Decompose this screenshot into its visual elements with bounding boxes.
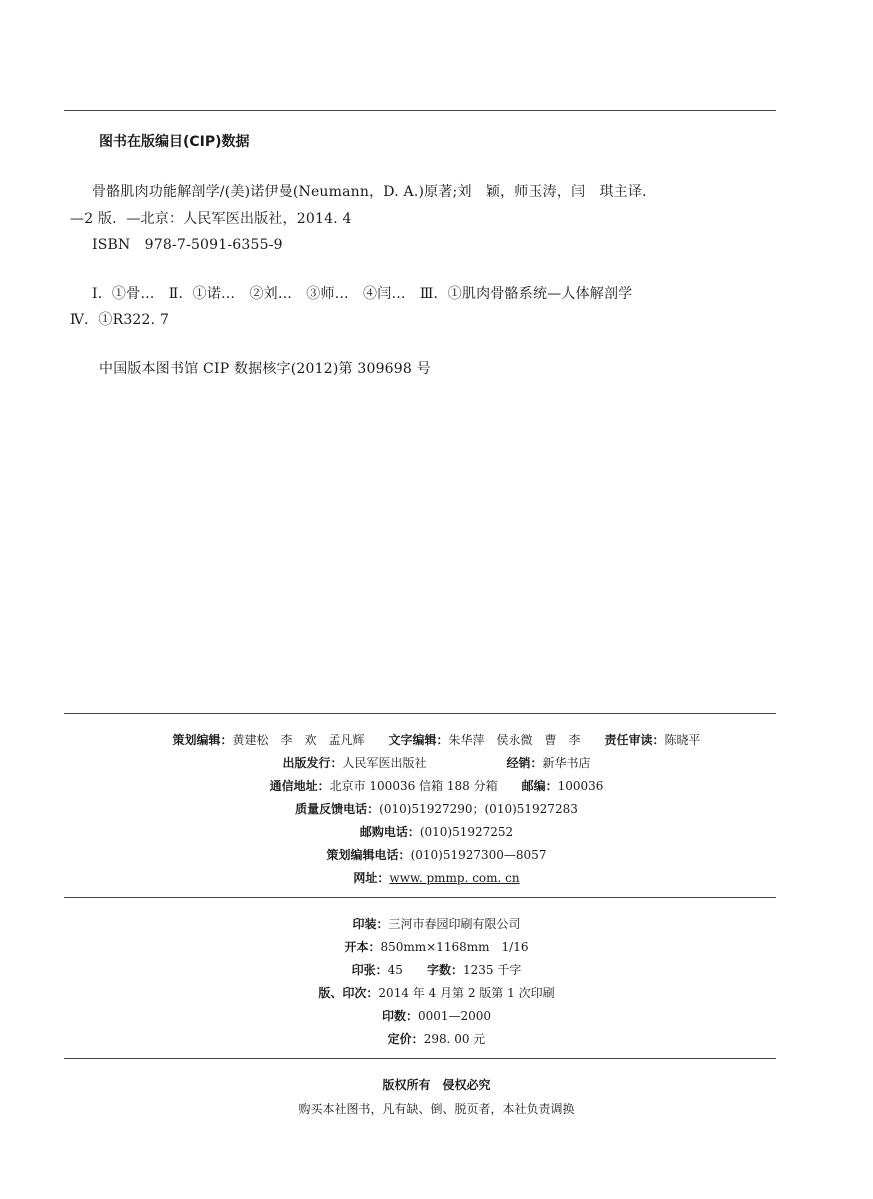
mailorder-value: (010)51927252	[419, 825, 514, 839]
footer-top-rule	[64, 1058, 776, 1059]
cip-line-1: 骨骼肌肉功能解剖学/(美)诺伊曼(Neumann，D. A.)原著;刘 颖，师玉涛，闫 琪主译．	[92, 184, 657, 200]
exchange-notice: 购买本社图书，凡有缺、倒、脱页者，本社负责调换	[298, 1102, 575, 1116]
cip-line-2: —2 版．—北京：人民军医出版社，2014. 4	[70, 211, 352, 227]
distributor-value: 新华书店	[542, 756, 591, 770]
words-value: 1235 千字	[462, 963, 522, 977]
publisher-value: 人民军医出版社	[342, 756, 427, 770]
text-editor-value: 朱华萍 侯永微 曹 李	[448, 733, 581, 747]
cip-isbn: ISBN 978-7-5091-6355-9	[92, 237, 283, 253]
mailorder-label: 邮购电话：	[359, 825, 420, 839]
print-printer-row	[0, 915, 873, 932]
cip-classification-2: Ⅳ．①R322. 7	[70, 312, 170, 328]
credits-editors-row	[0, 731, 873, 748]
publisher-label: 出版发行：	[282, 756, 343, 770]
cip-classification-1: Ⅰ．①骨… Ⅱ．①诺… ②刘… ③师… ④闫… Ⅲ．①肌肉骨骼系统—人体解剖学	[92, 286, 633, 302]
distributor-label: 经销：	[506, 756, 543, 770]
text-editor-label: 文字编辑：	[388, 733, 449, 747]
copyright-row	[0, 1076, 873, 1093]
print-copies-row	[0, 1007, 873, 1024]
print-top-rule	[64, 897, 776, 898]
cip-verification: 中国版本图书馆 CIP 数据核字(2012)第 309698 号	[99, 361, 431, 377]
feedback-label: 质量反馈电话：	[295, 802, 380, 816]
cip-title: 图书在版编目(CIP)数据	[99, 134, 250, 150]
credits-address-row	[0, 777, 873, 794]
planning-phone-label: 策划编辑电话：	[326, 848, 411, 862]
address-value: 北京市 100036 信箱 188 分箱	[329, 779, 498, 793]
format-value: 850mm×1168mm 1/16	[380, 940, 529, 954]
copies-value: 0001—2000	[417, 1009, 492, 1023]
credits-publisher-row	[0, 754, 873, 771]
planning-phone-value: (010)51927300—8057	[410, 848, 547, 862]
planning-editor-label: 策划编辑：	[172, 733, 233, 747]
sheets-label: 印张：	[351, 963, 388, 977]
printer-label: 印装：	[352, 917, 389, 931]
reviewer-value: 陈晓平	[664, 733, 701, 747]
print-edition-row	[0, 984, 873, 1001]
copies-label: 印数：	[381, 1009, 418, 1023]
price-label: 定价：	[387, 1032, 424, 1046]
postcode-value: 100036	[557, 779, 604, 793]
feedback-value: (010)51927290；(010)51927283	[379, 802, 578, 816]
credits-planning-phone-row	[0, 846, 873, 863]
credits-website-row	[0, 869, 873, 886]
reviewer-label: 责任审读：	[604, 733, 665, 747]
print-sheets-row	[0, 961, 873, 978]
print-format-row	[0, 938, 873, 955]
price-value: 298. 00 元	[423, 1032, 486, 1046]
address-label: 通信地址：	[269, 779, 330, 793]
format-label: 开本：	[344, 940, 381, 954]
edition-value: 2014 年 4 月第 2 版第 1 次印刷	[378, 986, 555, 1000]
website-link[interactable]: www. pmmp. com. cn	[389, 871, 520, 885]
edition-label: 版、印次：	[318, 986, 379, 1000]
top-rule	[64, 110, 776, 111]
credits-feedback-row	[0, 800, 873, 817]
website-label: 网址：	[353, 871, 390, 885]
planning-editor-value: 黄建松 李 欢 孟凡辉	[232, 733, 365, 747]
sheets-value: 45	[387, 963, 403, 977]
credits-mailorder-row	[0, 823, 873, 840]
words-label: 字数：	[426, 963, 463, 977]
copyright-notice: 版权所有 侵权必究	[382, 1078, 491, 1092]
print-price-row	[0, 1030, 873, 1047]
exchange-notice-row	[0, 1100, 873, 1117]
postcode-label: 邮编：	[521, 779, 558, 793]
printer-value: 三河市春园印刷有限公司	[388, 917, 521, 931]
credits-top-rule	[64, 713, 776, 714]
